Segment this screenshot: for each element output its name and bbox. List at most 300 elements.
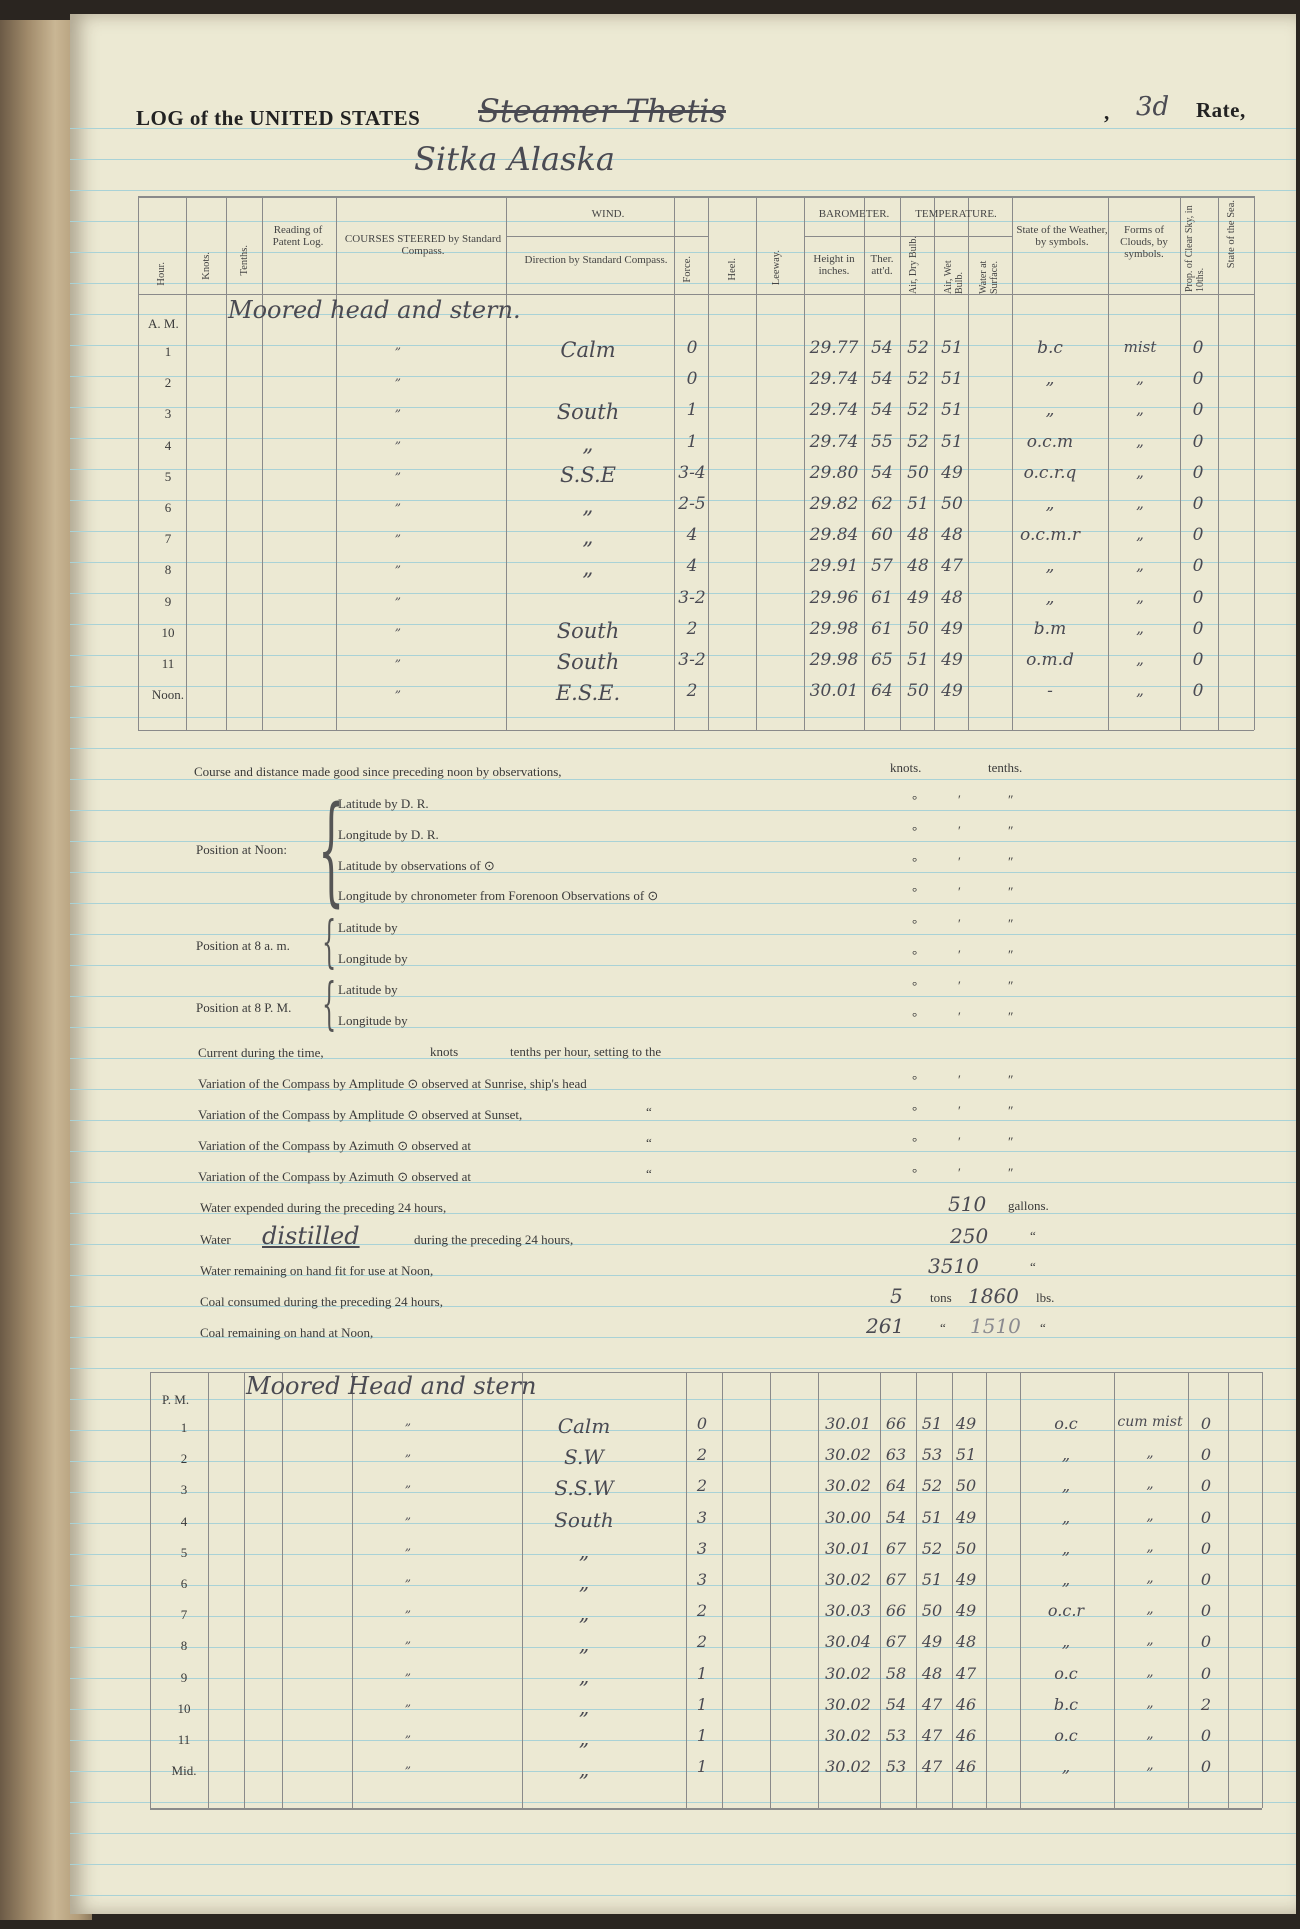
row-wet: 51 bbox=[941, 338, 963, 358]
row-hour: 5 bbox=[164, 468, 172, 484]
row-sky: 0 bbox=[1200, 1414, 1212, 1433]
dms-sec: ″ bbox=[1008, 854, 1014, 869]
row-ther: 65 bbox=[871, 650, 893, 670]
row-dry: 50 bbox=[907, 462, 929, 483]
row-hour: 1 bbox=[164, 344, 172, 359]
hdr-wind-direction: Direction by Standard Compass. bbox=[524, 254, 668, 266]
row-course: „ bbox=[404, 1663, 412, 1678]
row-force: 1 bbox=[686, 431, 698, 452]
table-column-line bbox=[756, 196, 757, 730]
row-dry: 49 bbox=[921, 1632, 943, 1652]
dms-sec: ″ bbox=[1008, 1165, 1014, 1180]
coal-consumed-tons: 5 bbox=[890, 1284, 903, 1308]
rate-value: 3d bbox=[1136, 92, 1170, 122]
row-course: „ bbox=[394, 650, 402, 664]
row-dry: 52 bbox=[921, 1538, 943, 1558]
row-hour: 7 bbox=[180, 1607, 188, 1623]
row-wet: 46 bbox=[955, 1726, 977, 1745]
row-weather: „ bbox=[1061, 1632, 1071, 1652]
row-dry: 51 bbox=[907, 650, 929, 670]
row-height: 30.02 bbox=[825, 1663, 871, 1683]
row-weather: „ bbox=[1061, 1507, 1071, 1527]
dms-sec: ″ bbox=[1008, 916, 1014, 931]
row-course: „ bbox=[404, 1694, 412, 1709]
row-dry: 51 bbox=[921, 1414, 943, 1433]
row-ther: 61 bbox=[871, 587, 893, 608]
row-wet: 49 bbox=[941, 618, 963, 639]
row-clouds: „ bbox=[1146, 1757, 1154, 1774]
row-dry: 52 bbox=[907, 400, 929, 421]
row-height: 30.01 bbox=[825, 1414, 871, 1433]
row-hour: 2 bbox=[180, 1451, 188, 1467]
water-expended-label: Water expended during the preceding 24 hours, bbox=[200, 1200, 447, 1215]
ruled-line bbox=[70, 1833, 1296, 1834]
row-course: „ bbox=[394, 431, 402, 446]
lon-chron-label: Longitude by chronometer from Forenoon Observations of ⊙ bbox=[338, 888, 659, 903]
table-column-line bbox=[150, 1372, 151, 1808]
row-hour: 10 bbox=[161, 624, 175, 640]
row-height: 30.03 bbox=[825, 1601, 871, 1621]
row-dry: 51 bbox=[921, 1507, 943, 1527]
ruled-line bbox=[70, 190, 1296, 191]
dms-deg: ° bbox=[912, 823, 918, 838]
row-dir: S.W bbox=[564, 1445, 604, 1470]
row-course: „ bbox=[394, 369, 402, 384]
row-ther: 54 bbox=[871, 369, 893, 390]
row-height: 29.91 bbox=[809, 556, 859, 577]
ruled-line bbox=[70, 1895, 1296, 1896]
ruled-line bbox=[70, 1368, 1296, 1369]
dms-min: ′ bbox=[958, 1103, 961, 1118]
hdr-courses: COURSES STEERED by Standard Compass. bbox=[344, 233, 502, 257]
row-clouds: „ bbox=[1146, 1694, 1154, 1711]
water-remaining-value: 3510 bbox=[928, 1254, 979, 1278]
hdr-weather: State of the Weather, by symbols. bbox=[1016, 224, 1108, 248]
row-course: „ bbox=[404, 1757, 412, 1772]
dms-deg: ° bbox=[912, 792, 918, 807]
ditto-sunset: “ bbox=[646, 1104, 652, 1119]
dms-min: ′ bbox=[958, 978, 961, 993]
row-clouds: „ bbox=[1146, 1476, 1154, 1493]
row-course: „ bbox=[404, 1414, 412, 1428]
row-course: „ bbox=[394, 525, 402, 540]
dms-sec: ″ bbox=[1008, 1072, 1014, 1087]
lon-dr-label: Longitude by D. R. bbox=[338, 827, 439, 842]
hdr-leeway: Leeway. bbox=[771, 250, 782, 286]
row-ther: 63 bbox=[885, 1445, 907, 1465]
row-dry: 50 bbox=[921, 1601, 943, 1621]
ruled-line bbox=[70, 810, 1296, 811]
row-clouds: „ bbox=[1146, 1632, 1154, 1649]
row-course: „ bbox=[394, 618, 402, 633]
row-wet: 49 bbox=[955, 1601, 977, 1621]
row-height: 29.77 bbox=[809, 338, 859, 358]
row-ther: 54 bbox=[885, 1507, 907, 1527]
dms-deg: ° bbox=[912, 947, 918, 962]
hdr-sea: State of the Sea. bbox=[1226, 200, 1237, 269]
dms-sec: ″ bbox=[1008, 1103, 1014, 1118]
dms-sec: ″ bbox=[1008, 884, 1014, 899]
row-sky: 0 bbox=[1200, 1726, 1212, 1745]
row-weather: „ bbox=[1045, 369, 1055, 390]
row-course: „ bbox=[404, 1601, 412, 1616]
row-weather: o.c.r.q bbox=[1023, 462, 1077, 483]
row-height: 29.82 bbox=[809, 494, 859, 514]
row-course: „ bbox=[404, 1726, 412, 1740]
row-dir: „ bbox=[582, 431, 594, 456]
dms-min: ′ bbox=[958, 854, 961, 869]
ruled-line bbox=[70, 717, 1296, 718]
row-wet: 51 bbox=[941, 400, 963, 421]
row-clouds: „ bbox=[1146, 1445, 1154, 1462]
ditto-remaining: “ bbox=[1030, 1259, 1036, 1274]
row-dir: South bbox=[556, 400, 620, 425]
dms-deg: ° bbox=[912, 978, 918, 993]
row-wet: 50 bbox=[955, 1538, 977, 1558]
row-hour: 3 bbox=[164, 406, 172, 422]
row-ther: 54 bbox=[871, 462, 893, 483]
row-weather: o.c bbox=[1054, 1663, 1078, 1683]
ruled-line bbox=[70, 996, 1296, 997]
water-distilled-hw: distilled bbox=[262, 1222, 360, 1250]
row-height: 30.02 bbox=[825, 1726, 871, 1745]
row-course: „ bbox=[394, 587, 402, 602]
ruled-line bbox=[70, 1244, 1296, 1245]
dms-deg: ° bbox=[912, 1009, 918, 1024]
row-weather: o.c.m bbox=[1026, 431, 1074, 452]
row-force: 2 bbox=[686, 618, 698, 639]
row-wet: 46 bbox=[955, 1694, 977, 1714]
row-clouds: „ bbox=[1136, 400, 1144, 419]
row-hour: 4 bbox=[180, 1513, 188, 1529]
row-course: „ bbox=[394, 338, 402, 352]
row-dry: 51 bbox=[921, 1570, 943, 1589]
row-ther: 66 bbox=[885, 1601, 907, 1621]
row-sky: 0 bbox=[1192, 525, 1204, 546]
row-height: 29.98 bbox=[809, 618, 859, 639]
row-wet: 49 bbox=[955, 1570, 977, 1589]
row-force: 4 bbox=[686, 556, 698, 577]
row-sky: 0 bbox=[1192, 556, 1204, 577]
dms-min: ′ bbox=[958, 947, 961, 962]
tenths-label: tenths. bbox=[988, 760, 1023, 775]
row-hour: 10 bbox=[177, 1700, 191, 1716]
ruled-line bbox=[70, 1802, 1296, 1803]
ditto-az-2: “ bbox=[646, 1166, 652, 1181]
row-course: „ bbox=[404, 1538, 412, 1553]
table-column-line bbox=[244, 1372, 245, 1808]
lon-8pm-label: Longitude by bbox=[338, 1013, 408, 1028]
row-wet: 51 bbox=[941, 431, 963, 452]
row-dry: 50 bbox=[907, 681, 929, 702]
log-title: LOG of the UNITED STATES bbox=[136, 106, 421, 130]
row-dry: 48 bbox=[921, 1663, 943, 1683]
row-force: 2 bbox=[686, 681, 698, 702]
row-weather: „ bbox=[1061, 1538, 1071, 1558]
pm-label: P. M. bbox=[162, 1392, 190, 1407]
row-dir: „ bbox=[582, 494, 594, 518]
row-ther: 54 bbox=[885, 1694, 907, 1714]
row-height: 30.01 bbox=[809, 681, 859, 702]
row-weather: „ bbox=[1061, 1757, 1071, 1777]
row-ther: 60 bbox=[871, 525, 893, 546]
row-hour: 7 bbox=[164, 531, 172, 547]
table-column-line bbox=[722, 1372, 723, 1808]
row-dir: „ bbox=[578, 1663, 590, 1688]
row-force: 1 bbox=[696, 1663, 708, 1683]
coal-consumed-lbs: 1860 bbox=[968, 1284, 1019, 1308]
row-course: „ bbox=[404, 1570, 412, 1584]
row-dir: Calm bbox=[560, 338, 616, 362]
current-tenths-label: tenths per hour, setting to the bbox=[510, 1044, 662, 1059]
row-height: 30.02 bbox=[825, 1757, 871, 1777]
water-remaining-label: Water remaining on hand fit for use at Noon, bbox=[200, 1263, 434, 1278]
ditto-coal-tons: “ bbox=[940, 1320, 946, 1335]
hdr-clear-sky: Prop. of Clear Sky, in 10ths. bbox=[1184, 205, 1206, 292]
row-force: 2 bbox=[696, 1445, 708, 1465]
row-dir: „ bbox=[578, 1632, 590, 1657]
row-wet: 48 bbox=[955, 1632, 977, 1652]
ruled-line bbox=[70, 965, 1296, 966]
table-column-line bbox=[506, 196, 507, 730]
dms-min: ′ bbox=[958, 1165, 961, 1180]
row-ther: 53 bbox=[885, 1726, 907, 1745]
row-hour: 8 bbox=[180, 1638, 188, 1654]
row-height: 30.02 bbox=[825, 1570, 871, 1589]
row-dir: South bbox=[554, 1507, 614, 1532]
hdr-ther: Ther. att'd. bbox=[870, 253, 894, 277]
row-dry: 47 bbox=[921, 1757, 943, 1777]
water-distilled-label: during the preceding 24 hours, bbox=[414, 1232, 574, 1247]
row-ther: 67 bbox=[885, 1538, 907, 1558]
row-sky: 0 bbox=[1200, 1445, 1212, 1465]
dms-sec: ″ bbox=[1008, 1134, 1014, 1149]
row-dry: 48 bbox=[907, 556, 929, 577]
row-dir: „ bbox=[578, 1757, 590, 1782]
var-az-2-label: Variation of the Compass by Azimuth ⊙ observed at bbox=[198, 1169, 472, 1184]
row-force: 1 bbox=[696, 1726, 708, 1745]
row-dir: „ bbox=[578, 1726, 590, 1750]
knots-label: knots. bbox=[890, 760, 922, 775]
dms-min: ′ bbox=[958, 792, 961, 807]
coal-remaining-label: Coal remaining on hand at Noon, bbox=[200, 1325, 374, 1340]
row-course: „ bbox=[394, 462, 402, 477]
row-weather: „ bbox=[1045, 556, 1055, 577]
row-sky: 0 bbox=[1200, 1601, 1212, 1621]
row-wet: 50 bbox=[955, 1476, 977, 1496]
row-weather: o.c bbox=[1054, 1414, 1078, 1433]
row-ther: 67 bbox=[885, 1570, 907, 1589]
row-force: 1 bbox=[696, 1757, 708, 1777]
dms-min: ′ bbox=[958, 1072, 961, 1087]
brace-8am: { bbox=[322, 910, 337, 975]
dms-sec: ″ bbox=[1008, 792, 1014, 807]
position-8pm-label: Position at 8 P. M. bbox=[196, 1000, 292, 1015]
rate-label: Rate, bbox=[1196, 98, 1246, 122]
table-column-line bbox=[282, 1372, 283, 1808]
row-force: 3 bbox=[696, 1538, 708, 1558]
dms-min: ′ bbox=[958, 1009, 961, 1024]
row-height: 30.04 bbox=[825, 1632, 871, 1652]
coal-remaining-tons: 261 bbox=[866, 1314, 905, 1338]
row-height: 29.74 bbox=[809, 431, 859, 452]
row-force: 1 bbox=[696, 1694, 708, 1714]
row-sky: 0 bbox=[1200, 1663, 1212, 1683]
row-clouds: „ bbox=[1136, 650, 1144, 668]
row-height: 29.98 bbox=[809, 650, 859, 670]
title-comma: , bbox=[1104, 100, 1110, 124]
row-hour: 3 bbox=[180, 1482, 188, 1498]
row-sky: 0 bbox=[1200, 1507, 1212, 1527]
row-ther: 66 bbox=[885, 1414, 907, 1433]
row-force: 2 bbox=[696, 1632, 708, 1652]
row-dir: „ bbox=[578, 1538, 590, 1563]
row-dry: 52 bbox=[907, 369, 929, 390]
row-wet: 49 bbox=[941, 650, 963, 670]
hdr-barometer: BAROMETER. bbox=[818, 208, 890, 220]
row-wet: 47 bbox=[955, 1663, 977, 1683]
row-course: „ bbox=[394, 494, 402, 508]
row-dir: E.S.E. bbox=[555, 681, 621, 706]
row-force: 3-2 bbox=[678, 650, 706, 670]
tons-label: tons bbox=[930, 1290, 952, 1305]
row-hour: 2 bbox=[164, 375, 172, 391]
row-height: 30.02 bbox=[825, 1694, 871, 1714]
row-weather: o.c bbox=[1054, 1726, 1078, 1745]
water-expended-value: 510 bbox=[948, 1192, 987, 1216]
row-weather: - bbox=[1047, 681, 1053, 702]
row-course: „ bbox=[404, 1445, 412, 1460]
row-dir: South bbox=[556, 618, 620, 643]
ruled-line bbox=[70, 1027, 1296, 1028]
row-height: 29.80 bbox=[809, 462, 859, 483]
location: Sitka Alaska bbox=[414, 140, 615, 178]
row-force: 3 bbox=[696, 1507, 708, 1527]
row-clouds: „ bbox=[1146, 1601, 1154, 1618]
ruled-line bbox=[70, 159, 1296, 160]
row-clouds: mist bbox=[1123, 338, 1157, 356]
dms-sec: ″ bbox=[1008, 978, 1014, 993]
course-distance-label: Course and distance made good since preceding noon by observations, bbox=[194, 764, 562, 779]
row-course: „ bbox=[404, 1507, 412, 1522]
table-row-line bbox=[138, 730, 1254, 731]
row-sky: 0 bbox=[1192, 650, 1204, 670]
row-sky: 0 bbox=[1200, 1570, 1212, 1589]
table-column-line bbox=[1254, 196, 1255, 730]
row-sky: 0 bbox=[1192, 338, 1204, 358]
row-dry: 49 bbox=[907, 587, 929, 608]
row-hour: 6 bbox=[180, 1576, 188, 1591]
row-force: 1 bbox=[686, 400, 698, 421]
hdr-tenths: Tenths. bbox=[239, 245, 250, 276]
dms-deg: ° bbox=[912, 1134, 918, 1149]
ruled-line bbox=[70, 748, 1296, 749]
row-weather: o.m.d bbox=[1026, 650, 1074, 670]
row-ther: 58 bbox=[885, 1663, 907, 1683]
ditto-distilled: “ bbox=[1030, 1228, 1036, 1243]
row-sky: 0 bbox=[1192, 431, 1204, 452]
row-height: 30.00 bbox=[825, 1507, 871, 1527]
table-column-line bbox=[186, 196, 187, 730]
row-force: 0 bbox=[696, 1414, 708, 1433]
row-height: 29.74 bbox=[809, 369, 859, 390]
row-ther: 57 bbox=[871, 556, 893, 577]
row-hour: 9 bbox=[180, 1669, 188, 1685]
hdr-hour: Hour. bbox=[156, 262, 167, 286]
dms-deg: ° bbox=[912, 1165, 918, 1180]
ditto-az-1: “ bbox=[646, 1135, 652, 1150]
row-weather: o.c.m.r bbox=[1020, 525, 1080, 546]
water-label: Water bbox=[200, 1232, 231, 1247]
row-wet: 49 bbox=[941, 462, 963, 483]
var-amp-sunset-label: Variation of the Compass by Amplitude ⊙ observed at Sunset, bbox=[198, 1107, 523, 1122]
row-weather: „ bbox=[1061, 1570, 1071, 1589]
row-dir: S.S.E bbox=[560, 462, 616, 487]
table-column-line bbox=[262, 196, 263, 730]
table-row-line bbox=[138, 196, 1254, 198]
row-height: 30.01 bbox=[825, 1538, 871, 1558]
row-hour: 4 bbox=[164, 437, 172, 453]
brace-noon: { bbox=[318, 780, 345, 918]
row-dry: 53 bbox=[921, 1445, 943, 1465]
position-noon-label: Position at Noon: bbox=[196, 842, 288, 857]
row-height: 29.96 bbox=[809, 587, 859, 608]
dms-min: ′ bbox=[958, 884, 961, 899]
row-ther: 62 bbox=[871, 494, 893, 514]
row-hour: Mid. bbox=[171, 1763, 197, 1779]
dms-deg: ° bbox=[912, 1072, 918, 1087]
row-clouds: „ bbox=[1136, 681, 1144, 700]
row-weather: „ bbox=[1045, 400, 1055, 421]
lat-8am-label: Latitude by bbox=[338, 920, 398, 935]
brace-8pm: { bbox=[322, 972, 337, 1037]
row-weather: b.c bbox=[1037, 338, 1063, 358]
am-note: Moored head and stern. bbox=[228, 296, 521, 324]
lbs-label: lbs. bbox=[1036, 1290, 1055, 1305]
table-column-line bbox=[770, 1372, 771, 1808]
row-clouds: „ bbox=[1146, 1663, 1154, 1680]
row-weather: b.c bbox=[1053, 1694, 1079, 1714]
row-dir: Calm bbox=[557, 1414, 611, 1438]
row-ther: 55 bbox=[871, 431, 893, 452]
row-course: „ bbox=[394, 400, 402, 415]
ruled-line bbox=[70, 903, 1296, 904]
row-clouds: „ bbox=[1146, 1726, 1154, 1742]
dms-min: ′ bbox=[958, 916, 961, 931]
dms-sec: ″ bbox=[1008, 823, 1014, 838]
table-column-line bbox=[138, 196, 139, 730]
row-course: „ bbox=[394, 556, 402, 571]
am-label: A. M. bbox=[148, 316, 179, 331]
dms-deg: ° bbox=[912, 854, 918, 869]
table-column-line bbox=[1218, 196, 1219, 730]
current-knots-label: knots bbox=[430, 1044, 459, 1059]
dms-deg: ° bbox=[912, 1103, 918, 1118]
row-dir: „ bbox=[582, 525, 594, 550]
table-column-line bbox=[1262, 1372, 1263, 1808]
row-sky: 0 bbox=[1200, 1538, 1212, 1558]
row-course: „ bbox=[404, 1476, 412, 1491]
row-force: 3-4 bbox=[678, 462, 706, 483]
row-sky: 0 bbox=[1192, 494, 1204, 514]
row-sky: 0 bbox=[1200, 1476, 1212, 1496]
row-sky: 0 bbox=[1200, 1632, 1212, 1652]
row-clouds: „ bbox=[1136, 556, 1144, 575]
water-distilled-value: 250 bbox=[950, 1224, 989, 1248]
table-row-line bbox=[506, 236, 708, 237]
row-clouds: „ bbox=[1136, 525, 1144, 544]
dms-min: ′ bbox=[958, 823, 961, 838]
